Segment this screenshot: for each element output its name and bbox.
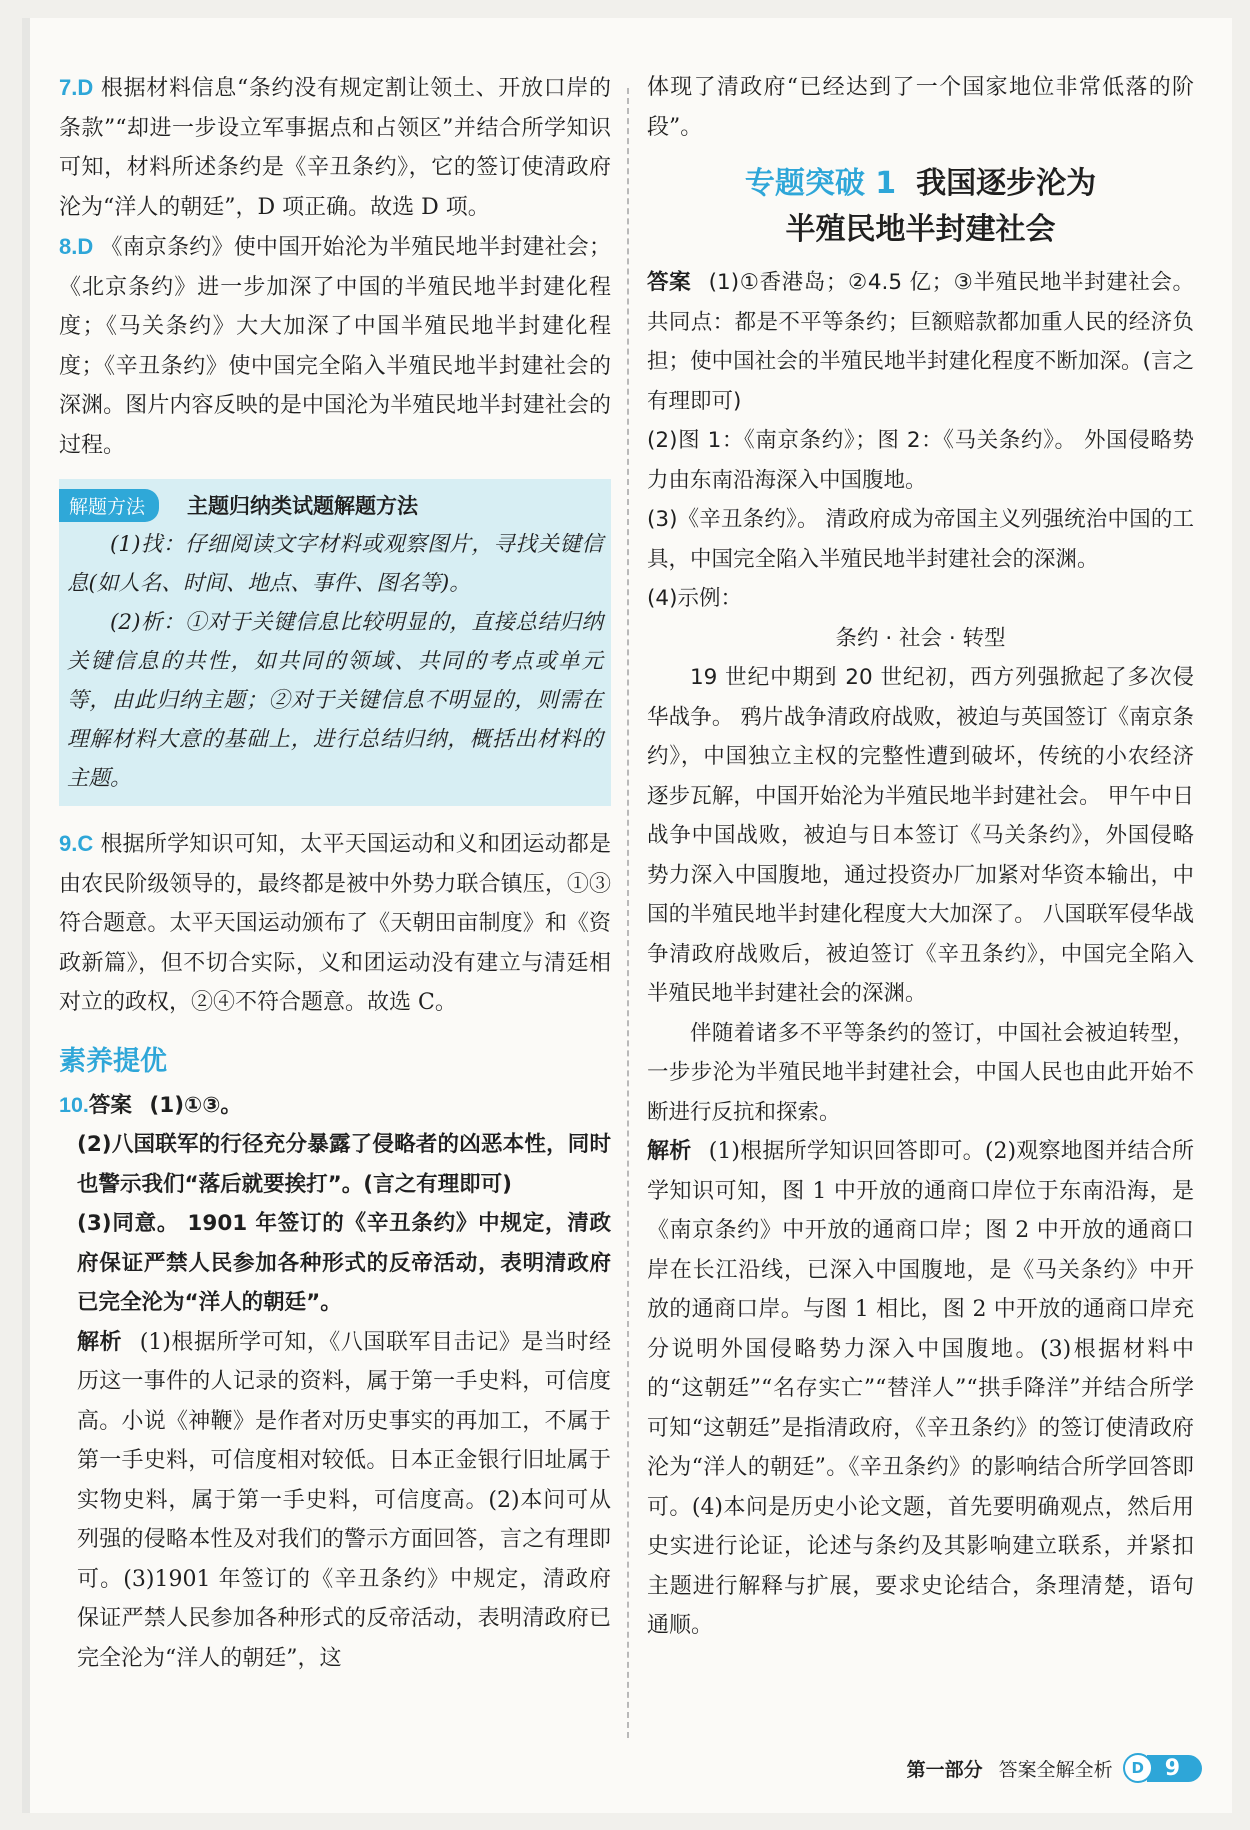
page-number: 9 (1147, 1755, 1202, 1782)
topic-label: 专题突破 1 (744, 166, 897, 201)
topic-analysis (647, 1132, 1194, 1646)
page-footer (907, 1753, 1202, 1783)
method-box (59, 479, 611, 806)
question-number: 7.D (59, 75, 94, 100)
answer-q7 (59, 68, 611, 227)
analysis-continued: 体现了清政府“已经达到了一个国家地位非常低落的阶段”。 (647, 75, 1194, 140)
topic-answer-part4: (4)示例： (647, 586, 742, 611)
right-column (647, 68, 1194, 1646)
question-number: 9.C (59, 831, 94, 856)
page (22, 18, 1232, 1813)
section-heading: 素养提优 (59, 1045, 167, 1077)
footer-section: 答案全解全析 (998, 1758, 1113, 1781)
analysis-text: (1)根据所学可知，《八国联军目击记》是当时经历这一事件的人记录的资料，属于第一手史料，可信度高。小说《神鞭》是作者对历史事实的再加工，不属于第一手史料，可信度相对较低。日本正金银行旧址属于实物史料，属于第一手史料，可信度高。(2)本问可从列强的侵略本性及对我们的警示方面回答，言之有理即可。(3)1901 年签订的《辛丑条约》中规定，清政府保证严禁人民参加各种形式的反帝活动，表明清政府已完全沦为“洋人的朝廷”，这 (77, 1329, 611, 1671)
analysis-label: 解析 (647, 1139, 692, 1164)
answer-q9 (59, 824, 611, 1023)
answer-text: (1)①③。 (149, 1092, 242, 1118)
method-header (59, 485, 603, 525)
analysis-text: (1)根据所学知识回答即可。(2)观察地图并结合所学知识可知，图 1 中开放的通商口岸位于东南沿海，是《南京条约》中开放的通商口岸；图 2 中开放的通商口岸在长江沿线，已深入中国腹地，是《马关条约》中开放的通商口岸。与图 1 相比，图 2 中开放的通商口岸充分说明外国侵略势力深入中国腹地。(3)根据材料中的“这朝廷”“名存实亡”“替洋人”“拱手降洋”并结合所学可知“这朝廷”是指清政府，《辛丑条约》的签订使清政府沦为“洋人的朝廷”。《辛丑条约》的影响结合所学回答即可。(4)本问是历史小论文题，首先要明确观点，然后用史实进行论证，论述与条约及其影响建立联系，并紧扣主题进行解释与扩展，要求史论结合，条理清楚，语句通顺。 (647, 1139, 1194, 1638)
footer-mark: D (1123, 1753, 1153, 1783)
answer-q8 (59, 227, 611, 465)
answer-label: 答案 (647, 270, 692, 295)
essay-title: 条约 · 社会 · 转型 (835, 625, 1006, 651)
topic-answer-part2: (2)图 1：《南京条约》；图 2：《马关条约》。 外国侵略势力由东南沿海深入中国腹地。 (647, 428, 1194, 493)
answer-q10-part3: (3)同意。 1901 年签订的《辛丑条约》中规定，清政府保证严禁人民参加各种形式的反帝活动，表明清政府已完全沦为“洋人的朝廷”。 (77, 1211, 611, 1315)
topic-title-line2: 半殖民地半封建社会 (785, 212, 1056, 247)
analysis-label: 解析 (77, 1329, 123, 1355)
question-number: 10. (59, 1092, 89, 1117)
answer-text: 根据材料信息“条约没有规定割让领土、开放口岸的条款”“却进一步设立军事据点和占领区”并结合所学知识可知，材料所述条约是《辛丑条约》，它的签订使清政府沦为“洋人的朝廷”，D 项正确。故选 D 项。 (59, 76, 611, 220)
question-number: 8.D (59, 234, 94, 259)
answer-text: 根据所学知识可知，太平天国运动和义和团运动都是由农民阶级领导的，最终都是被中外势力联合镇压，①③符合题意。太平天国运动颁布了《天朝田亩制度》和《资政新篇》，但不切合实际，义和团运动没有建立与清廷相对立的政权，②④不符合题意。故选 C。 (59, 832, 611, 1015)
topic-answer-part3: (3)《辛丑条约》。 清政府成为帝国主义列强统治中国的工具，中国完全陷入半殖民地半封建社会的深渊。 (647, 507, 1194, 572)
analysis-q10 (59, 1323, 611, 1679)
essay-paragraph: 伴随着诸多不平等条约的签订，中国社会被迫转型，一步步沦为半殖民地半封建社会，中国人民也由此开始不断进行反抗和探索。 (647, 1020, 1194, 1125)
answer-text: (1)①香港岛；②4.5 亿；③半殖民地半封建社会。 共同点：都是不平等条约；巨额赔款都加重人民的经济负担；使中国社会的半殖民地半封建化程度不断加深。(言之有理即可) (647, 270, 1194, 414)
topic-answer-part1 (647, 263, 1194, 421)
method-step-find: (1)找：仔细阅读文字材料或观察图片，寻找关键信息(如人名、时间、地点、事件、图名等)。 (67, 532, 603, 596)
method-step-analyze: (2)析：①对于关键信息比较明显的，直接总结归纳关键信息的共性，如共同的领域、共同的考点或单元等，由此归纳主题；②对于关键信息不明显的，则需在理解材料大意的基础上，进行总结归纳，概括出材料的主题。 (67, 610, 603, 791)
answer-q10-part2: (2)八国联军的行径充分暴露了侵略者的凶恶本性，同时也警示我们“落后就要挨打”。(言之有理即可) (77, 1132, 611, 1197)
page-edge (22, 18, 30, 1813)
column-divider (627, 88, 629, 1738)
method-title: 主题归纳类试题解题方法 (187, 494, 419, 518)
answer-label: 答案 (88, 1092, 132, 1118)
left-column (59, 68, 611, 1678)
method-tag: 解题方法 (59, 489, 159, 522)
topic-title (647, 161, 1194, 253)
essay-paragraph: 19 世纪中期到 20 世纪初，西方列强掀起了多次侵华战争。 鸦片战争清政府战败，被迫与英国签订《南京条约》，中国独立主权的完整性遭到破坏，传统的小农经济逐步瓦解，中国开始沦为半殖民地半封建社会。 甲午中日战争中国战败，被迫与日本签订《马关条约》，外国侵略势力深入中国腹地，通过投资办厂加紧对华资本输出，中国的半殖民地半封建化程度大大加深了。 八国联军侵华战争清政府战败后，被迫签订《辛丑条约》，中国完全陷入半殖民地半封建社会的深渊。 (647, 665, 1194, 1006)
answer-q10-part1 (59, 1086, 611, 1126)
topic-title-line1: 我国逐步沦为 (916, 166, 1097, 201)
footer-part: 第一部分 (906, 1758, 983, 1781)
answer-text: 《南京条约》使中国开始沦为半殖民地半封建社会；《北京条约》进一步加深了中国的半殖民地半封建化程度；《马关条约》大大加深了中国半殖民地半封建化程度；《辛丑条约》使中国完全陷入半殖民地半封建社会的深渊。图片内容反映的是中国沦为半殖民地半封建社会的过程。 (59, 235, 611, 458)
